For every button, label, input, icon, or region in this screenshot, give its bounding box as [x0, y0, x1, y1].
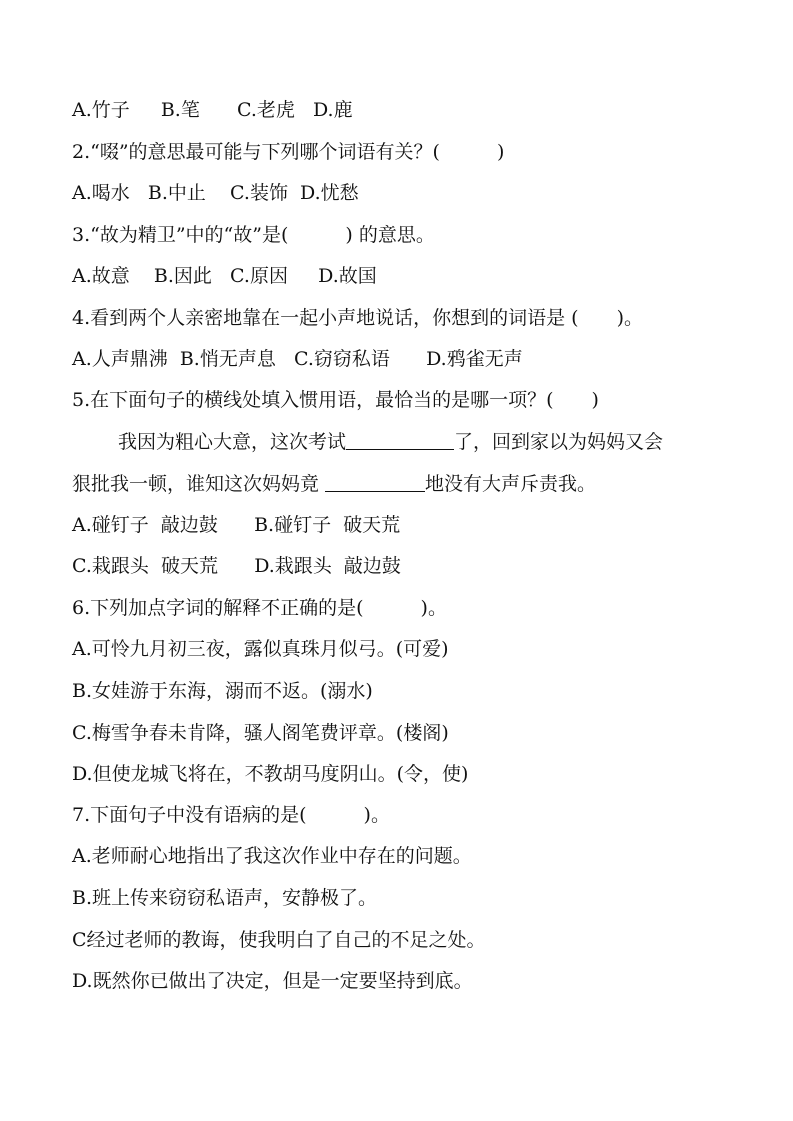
q7-option-a: A.老师耐心地指出了我这次作业中存在的问题。 [72, 845, 472, 867]
q5-stem: 5.在下面句子的横线处填入惯用语，最恰当的是哪一项？( ) [72, 389, 599, 411]
q3-stem: 3.“故为精卫”中的“故”是( ) 的意思。 [72, 224, 435, 246]
q7-option-c: C经过老师的教诲，使我明白了自己的不足之处。 [72, 929, 486, 951]
q7-option-d: D.既然你已做出了决定，但是一定要坚持到底。 [72, 970, 473, 992]
q2-stem: 2.“啜”的意思最可能与下列哪个词语有关？( ) [72, 141, 505, 163]
q4-stem: 4.看到两个人亲密地靠在一起小声地说话，你想到的词语是 ( )。 [72, 307, 643, 329]
q5-option-a: A.碰钉子 敲边鼓 B.碰钉子 破天荒 [72, 514, 401, 536]
q5-sentence-line1 [118, 429, 663, 455]
q5-sentence-part3: 狠批我一顿，谁知这次妈妈竟 [72, 473, 326, 495]
q5-sentence-part2: 了，回到家以为妈妈又会 [454, 431, 664, 453]
q1-options: A.竹子 B.笔 C.老虎 D.鹿 [72, 99, 353, 121]
q6-option-b: B.女娃游于东海，溺而不返。(溺水) [72, 680, 373, 702]
q4-options: A.人声鼎沸 B.悄无声息 C.窃窃私语 D.鸦雀无声 [72, 348, 523, 370]
q5-sentence-line2 [72, 471, 596, 497]
q5-blank-1 [346, 429, 454, 450]
q6-option-c: C.梅雪争春未肯降，骚人阁笔费评章。(楼阁) [72, 722, 449, 744]
q6-option-a: A.可怜九月初三夜，露似真珠月似弓。(可爱) [72, 638, 449, 660]
q5-sentence-part1: 我因为粗心大意，这次考试 [118, 431, 347, 453]
q5-sentence-part4: 地没有大声斥责我。 [425, 473, 597, 495]
q6-option-d: D.但使龙城飞将在，不教胡马度阴山。(令，使) [72, 763, 469, 785]
q5-option-c: C.栽跟头 破天荒 D.栽跟头 敲边鼓 [72, 555, 401, 577]
q7-stem: 7.下面句子中没有语病的是( )。 [72, 804, 390, 826]
q7-option-b: B.班上传来窃窃私语声，安静极了。 [72, 887, 378, 909]
q2-options: A.喝水 B.中止 C.装饰 D.忧愁 [72, 182, 359, 204]
q3-options: A.故意 B.因此 C.原因 D.故国 [72, 265, 377, 287]
q5-blank-2 [325, 471, 425, 492]
q6-stem: 6.下列加点字词的解释不正确的是( )。 [72, 597, 447, 619]
